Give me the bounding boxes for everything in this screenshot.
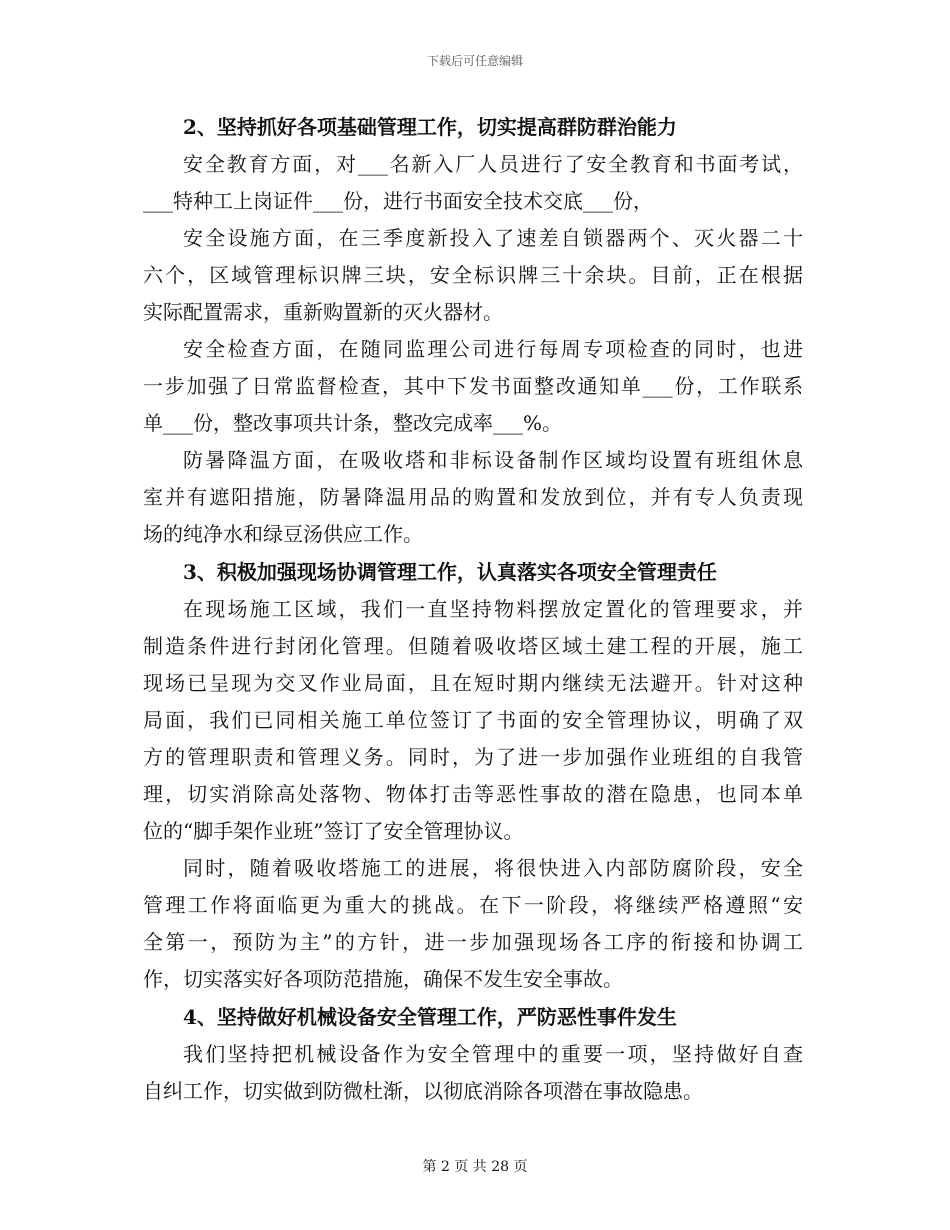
paragraph-line: 安全设施方面，在三季度新投入了速差自锁器两个、灭火器二十 bbox=[183, 226, 803, 250]
paragraph-line: 实际配置需求，重新购置新的灭火器材。 bbox=[143, 300, 503, 324]
paragraph-line: 局面，我们已同相关施工单位签订了书面的安全管理协议，明确了双 bbox=[143, 708, 803, 732]
document-body bbox=[143, 108, 803, 1110]
paragraph-line: 方的管理职责和管理义务。同时，为了进一步加强作业班组的自我管 bbox=[143, 745, 803, 769]
page-number-footer: 第 2 页 共 28 页 bbox=[422, 1159, 528, 1175]
paragraph-line: 场的纯净水和绿豆汤供应工作。 bbox=[143, 522, 423, 546]
section-heading: 4、坚持做好机械设备安全管理工作，严防恶性事件发生 bbox=[183, 1005, 677, 1029]
paragraph-line: ___特种工上岗证件___份，进行书面安全技术交底___份， bbox=[143, 189, 653, 213]
paragraph-line: 制造条件进行封闭化管理。但随着吸收塔区域土建工程的开展，施工 bbox=[143, 634, 803, 658]
paragraph-line: 现场已呈现为交叉作业局面，且在短时期内继续无法避开。针对这种 bbox=[143, 671, 803, 695]
paragraph-line: 全第一，预防为主”的方针，进一步加强现场各工序的衔接和协调工 bbox=[143, 930, 803, 954]
page-header-note: 下载后可任意编辑 bbox=[426, 54, 523, 68]
paragraph-line: 我们坚持把机械设备作为安全管理中的重要一项，坚持做好自查 bbox=[183, 1042, 803, 1066]
paragraph-line: 理，切实消除高处落物、物体打击等恶性事故的潜在隐患，也同本单 bbox=[143, 782, 803, 806]
paragraph-line: 防暑降温方面，在吸收塔和非标设备制作区域均设置有班组休息 bbox=[183, 448, 803, 472]
paragraph-line: 自纠工作，切实做到防微杜渐，以彻底消除各项潜在事故隐患。 bbox=[143, 1079, 703, 1103]
paragraph-line: 在现场施工区域，我们一直坚持物料摆放定置化的管理要求，并 bbox=[183, 597, 803, 621]
paragraph-line: 六个，区域管理标识牌三块，安全标识牌三十余块。目前，正在根据 bbox=[143, 263, 803, 287]
paragraph-line: 一步加强了日常监督检查，其中下发书面整改通知单___份，工作联系 bbox=[143, 374, 803, 398]
paragraph-line: 作，切实落实好各项防范措施，确保不发生安全事故。 bbox=[143, 967, 623, 991]
paragraph-line: 安全检查方面，在随同监理公司进行每周专项检查的同时，也进 bbox=[183, 337, 803, 361]
paragraph-line: 室并有遮阳措施，防暑降温用品的购置和发放到位，并有专人负责现 bbox=[143, 485, 803, 509]
section-heading: 3、积极加强现场协调管理工作，认真落实各项安全管理责任 bbox=[183, 560, 717, 584]
section-heading: 2、坚持抓好各项基础管理工作，切实提高群防群治能力 bbox=[183, 115, 677, 139]
paragraph-line: 单___份，整改事项共计条，整改完成率___%。 bbox=[143, 411, 563, 435]
paragraph-line: 管理工作将面临更为重大的挑战。在下一阶段，将继续严格遵照“安 bbox=[143, 893, 803, 917]
paragraph-line: 同时，随着吸收塔施工的进展，将很快进入内部防腐阶段，安全 bbox=[183, 856, 803, 880]
paragraph-line: 安全教育方面，对___名新入厂人员进行了安全教育和书面考试， bbox=[183, 152, 803, 176]
paragraph-line: 位的“脚手架作业班”签订了安全管理协议。 bbox=[143, 819, 524, 843]
